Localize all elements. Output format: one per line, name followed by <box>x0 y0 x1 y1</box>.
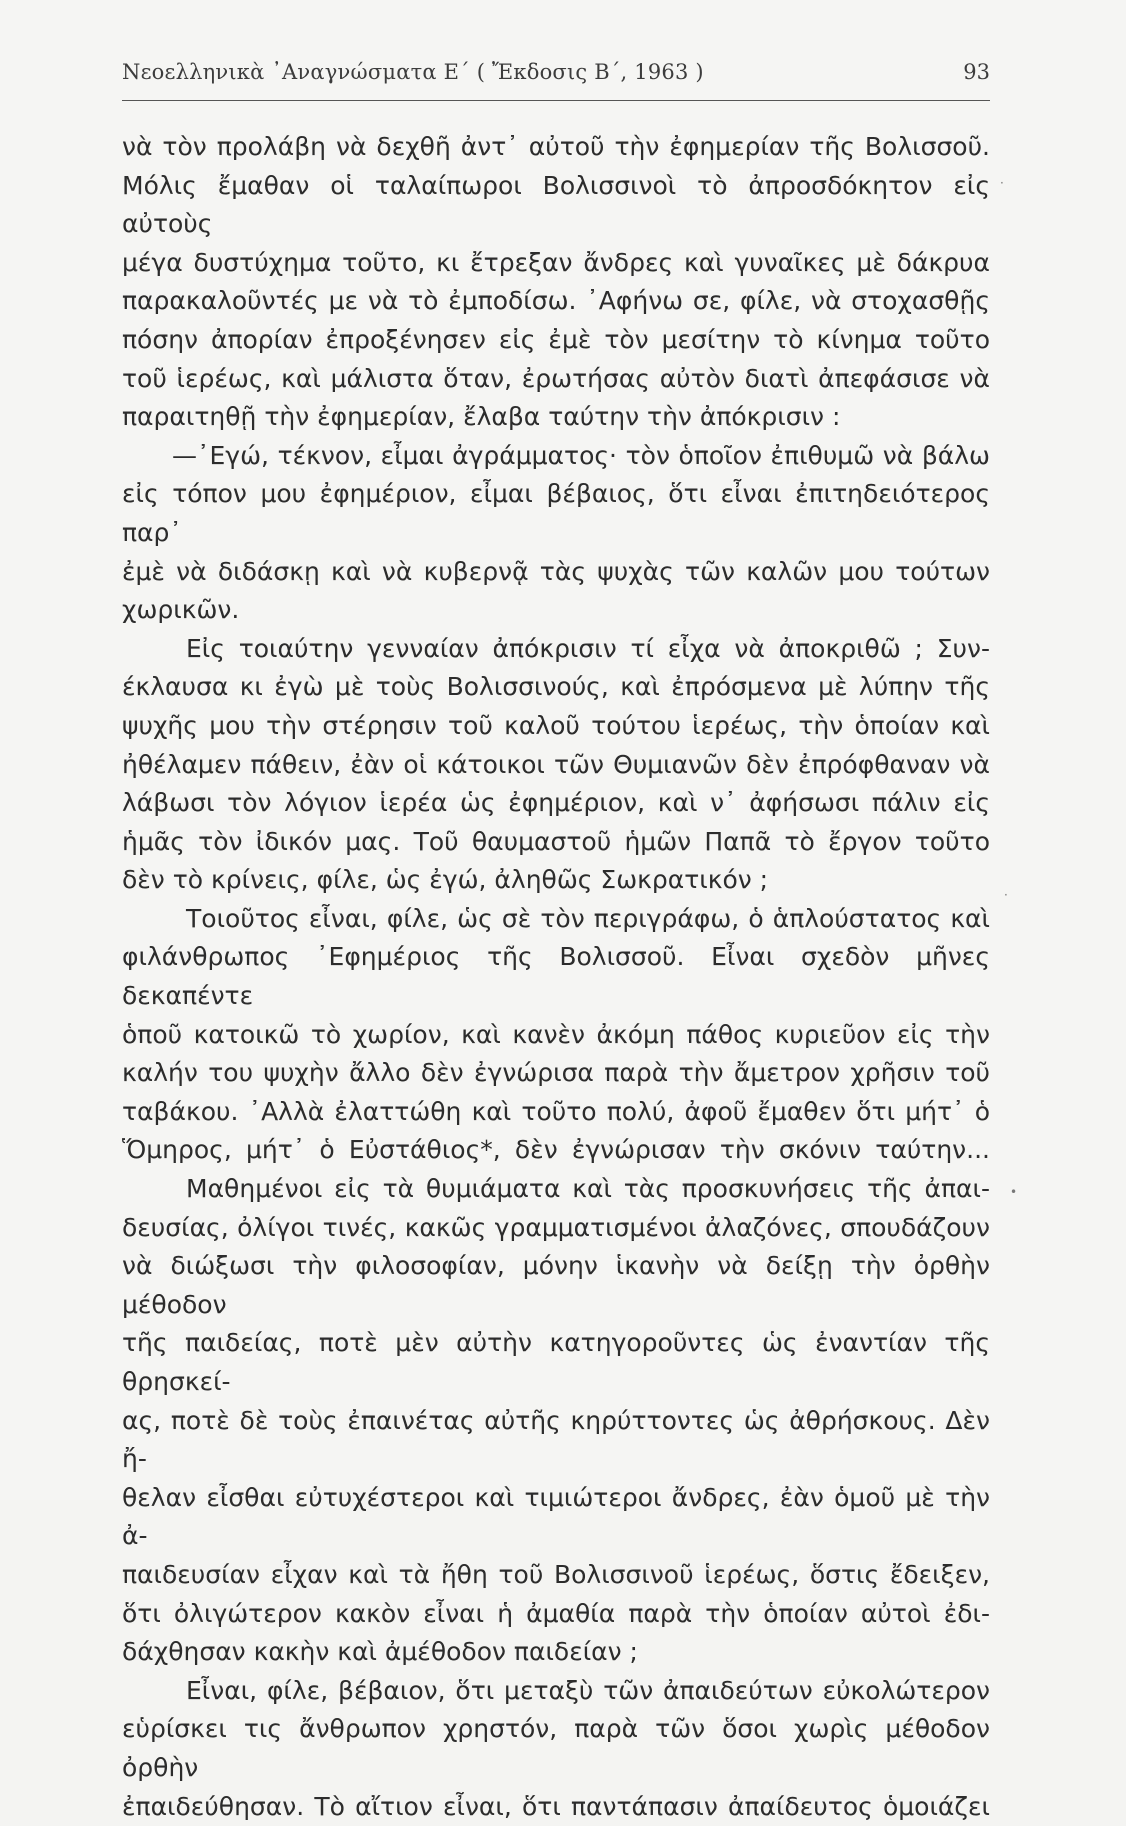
text-line: καλήν του ψυχὴν ἄλλο δὲν ἐγνώρισα παρὰ τὴν ἄμετρον χρῆσιν τοῦ <box>122 1058 990 1088</box>
text-line: Εἶναι, φίλε, βέβαιον, ὅτι μεταξὺ τῶν ἀπαιδεύτων εὐκολώτερον <box>186 1675 990 1705</box>
text-line: Μαθημένοι εἰς τὰ θυμιάματα καὶ τὰς προσκυνήσεις τῆς ἀπαι- <box>186 1174 990 1204</box>
text-line: Μόλις ἔμαθαν οἱ ταλαίπωροι Βολισσινοὶ τὸ ἀπροσδόκητον εἰς αὐτοὺς <box>122 170 990 239</box>
text-line: Τοιοῦτος εἶναι, φίλε, ὡς σὲ τὸν περιγράφω, ὁ ἁπλούστατος καὶ <box>186 903 990 933</box>
text-line: ἠθέλαμεν πάθειν, ἐὰν οἱ κάτοικοι τῶν Θυμιανῶν δὲν ἐπρόφθαναν νὰ <box>122 749 990 779</box>
text-line: Εἰς τοιαύτην γενναίαν ἀπόκρισιν τί εἶχα νὰ ἀποκριθῶ ; Συν- <box>186 633 990 663</box>
scan-speck: • <box>1010 1185 1018 1199</box>
text-line: φιλάνθρωπος ᾿Εφημέριος τῆς Βολισσοῦ. Εἶναι σχεδὸν μῆνες δεκαπέντε <box>122 942 990 1011</box>
text-line: χωρικῶν. <box>122 595 240 625</box>
running-header <box>122 60 990 90</box>
text-line: νὰ τὸν προλάβη νὰ δεχθῆ ἀντ᾿ αὐτοῦ τὴν ἐφημερίαν τῆς Βολισσοῦ. <box>122 132 990 161</box>
text-line: δάχθησαν κακὴν καὶ ἀμέθοδον παιδείαν ; <box>122 1637 638 1667</box>
text-line: ψυχῆς μου τὴν στέρησιν τοῦ καλοῦ τούτου ἱερέως, τὴν ὁποίαν καὶ <box>122 710 990 740</box>
text-line: ἐμὲ νὰ διδάσκῃ καὶ νὰ κυβερνᾷ τὰς ψυχὰς τῶν καλῶν μου τούτων <box>122 556 990 586</box>
text-line: νὰ διώξωσι τὴν φιλοσοφίαν, μόνην ἱκανὴν νὰ δείξῃ τὴν ὀρθὴν μέθοδον <box>122 1251 990 1319</box>
paragraph <box>122 128 990 437</box>
page-number: 93 <box>963 60 990 84</box>
text-line: δευσίας, ὀλίγοι τινές, κακῶς γραμματισμένοι ἀλαζόνες, σπουδάζουν <box>122 1212 990 1242</box>
text-line: —᾿Εγώ, τέκνον, εἶμαι ἀγράμματος· τὸν ὁποῖον ἐπιθυμῶ νὰ βάλω <box>172 440 990 470</box>
text-line: εὑρίσκει τις ἄνθρωπον χρηστόν, παρὰ τῶν ὅσοι χωρὶς μέθοδον ὀρθὴν <box>122 1714 990 1782</box>
text-line: Ὅμηρος, μήτ᾿ ὁ Εὐστάθιος*, δὲν ἐγνώρισαν τὴν σκόνιν ταύτην... <box>122 1135 990 1165</box>
paragraph <box>122 630 990 900</box>
text-line: παρακαλοῦντές με νὰ τὸ ἐμποδίσω. ᾿Αφήνω σε, φίλε, νὰ στοχασθῇς <box>122 286 990 316</box>
text-line: ὅτι ὀλιγώτερον κακὸν εἶναι ἡ ἀμαθία παρὰ τὴν ὁποίαν αὐτοὶ ἐδι- <box>122 1598 990 1628</box>
scan-speck: · <box>1000 176 1004 190</box>
text-line: θελαν εἶσθαι εὐτυχέστεροι καὶ τιμιώτεροι ἄνδρες, ἐὰν ὁμοῦ μὲ τὴν ἀ- <box>122 1482 990 1551</box>
text-line: ἡμᾶς τὸν ἰδικόν μας. Τοῦ θαυμαστοῦ ἡμῶν Παπᾶ τὸ ἔργον τοῦτο <box>122 826 990 856</box>
text-line: ὁποῦ κατοικῶ τὸ χωρίον, καὶ κανὲν ἀκόμη πάθος κυριεῦον εἰς τὴν <box>122 1019 990 1049</box>
paragraph <box>122 1170 990 1672</box>
text-line: δὲν τὸ κρίνεις, φίλε, ὡς ἐγώ, ἀληθῶς Σωκρατικόν ; <box>122 865 769 895</box>
text-line: λάβωσι τὸν λόγιον ἱερέα ὡς ἐφημέριον, καὶ ν᾿ ἀφήσωσι πάλιν εἰς <box>122 788 990 818</box>
running-title: Νεοελληνικὰ ᾿Αναγνώσματα Ε΄ ( Ἔκδοσις Β΄, 1963 ) <box>122 60 704 84</box>
text-line: ἐπαιδεύθησαν. Τὸ αἴτιον εἶναι, ὅτι παντάπασιν ἀπαίδευτος ὁμοιάζει <box>122 1791 990 1821</box>
text-line: πόσην ἀπορίαν ἐπροξένησεν εἰς ἐμὲ τὸν μεσίτην τὸ κίνημα τοῦτο <box>122 324 990 354</box>
text-line: παιδευσίαν εἶχαν καὶ τὰ ἤθη τοῦ Βολισσινοῦ ἱερέως, ὅστις ἔδειξεν, <box>122 1559 990 1589</box>
text-line: τῆς παιδείας, ποτὲ μὲν αὐτὴν κατηγοροῦντες ὡς ἐναντίαν τῆς θρησκεί- <box>122 1328 990 1396</box>
text-line: ας, ποτὲ δὲ τοὺς ἐπαινέτας αὐτῆς κηρύττοντες ὡς ἀθρήσκους. Δὲν ἤ- <box>122 1405 990 1474</box>
paragraph <box>122 437 990 630</box>
paragraph <box>122 900 990 1170</box>
text-line: παραιτηθῇ τὴν ἐφημερίαν, ἔλαβα ταύτην τὴν ἀπόκρισιν : <box>122 402 841 432</box>
text-line: έκλαυσα κι ἐγὼ μὲ τοὺς Βολισσινούς, καὶ ἐπρόσμενα μὲ λύπην τῆς <box>122 672 990 702</box>
text-line: μέγα δυστύχημα τοῦτο, κι ἔτρεξαν ἄνδρες καὶ γυναῖκες μὲ δάκρυα <box>122 247 990 277</box>
scan-speck: · <box>1004 888 1008 902</box>
text-line: ταβάκου. ᾿Αλλὰ ἐλαττώθη καὶ τοῦτο πολύ, ἀφοῦ ἔμαθεν ὅτι μήτ᾿ ὁ <box>122 1096 990 1126</box>
text-line: τοῦ ἱερέως, καὶ μάλιστα ὅταν, ἐρωτήσας αὐτὸν διατὶ ἀπεφάσισε νὰ <box>122 363 990 393</box>
header-rule <box>122 100 990 101</box>
text-line: εἰς τόπον μου ἐφημέριον, εἶμαι βέβαιος, ὅτι εἶναι ἐπιτηδειότερος παρ᾿ <box>122 479 990 547</box>
body-text <box>122 128 990 1826</box>
paragraph <box>122 1672 990 1826</box>
